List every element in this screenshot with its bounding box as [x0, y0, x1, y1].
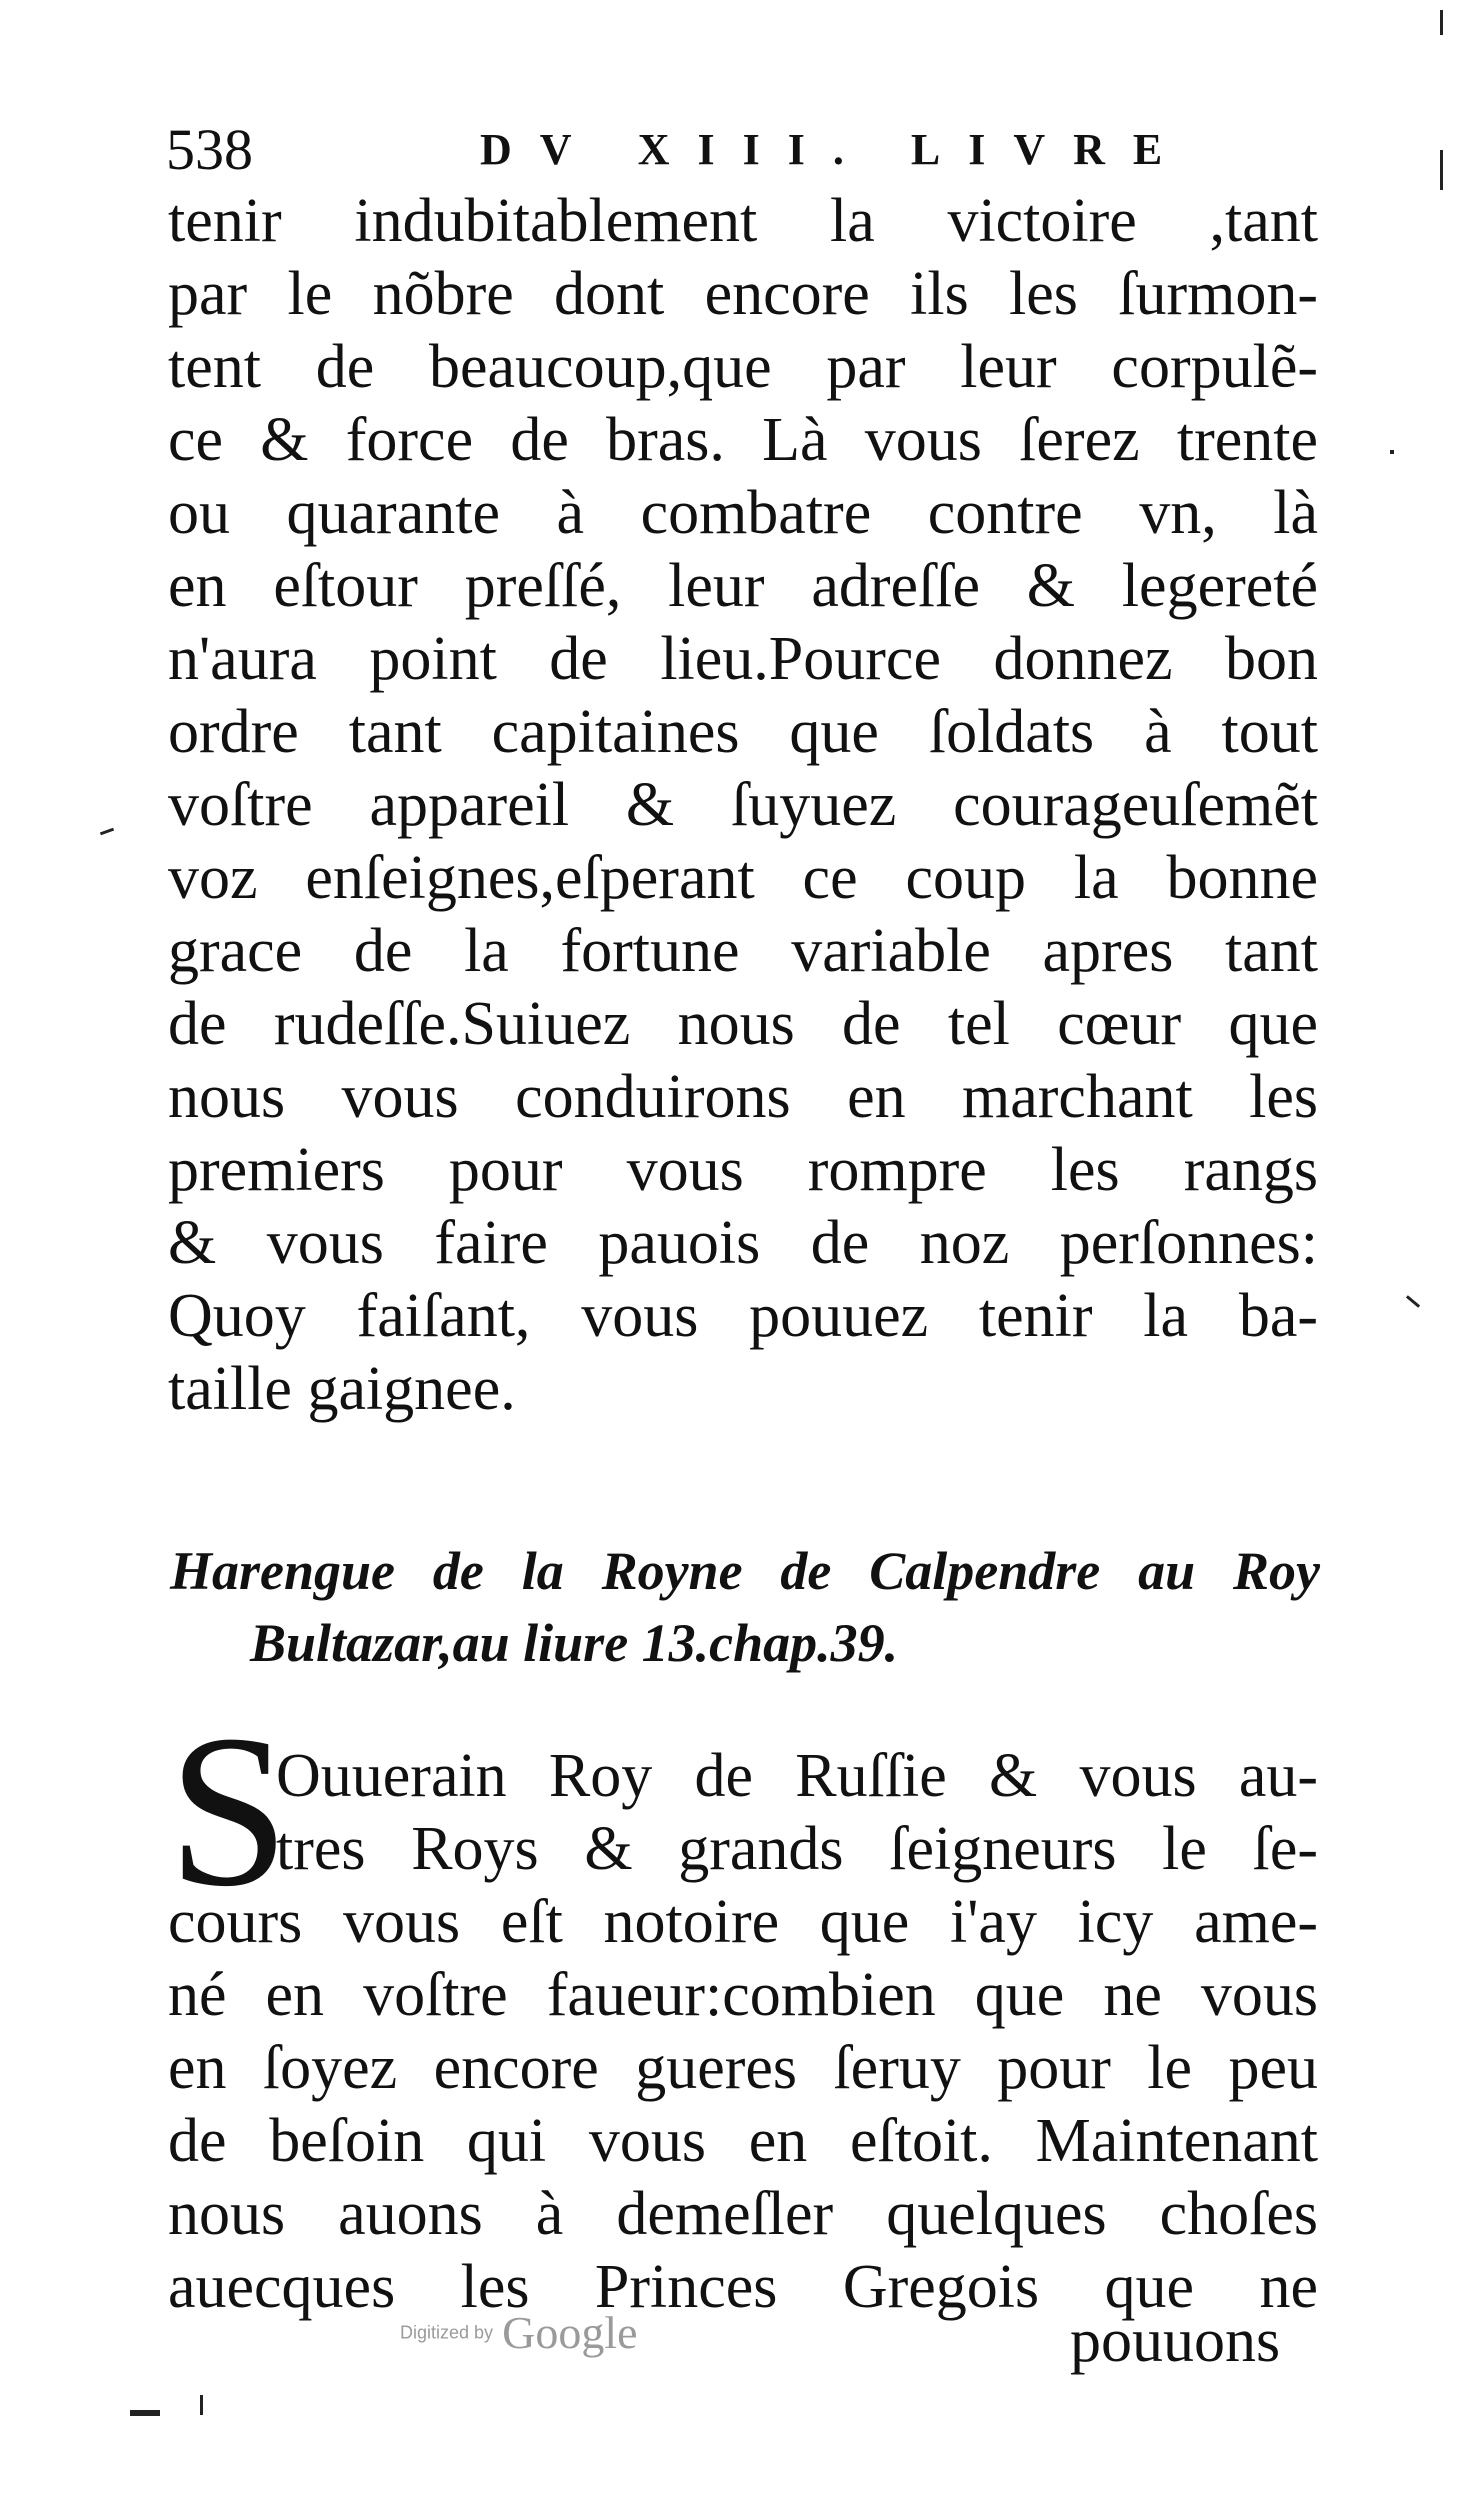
scan-mark — [130, 2410, 160, 2416]
page-number: 538 — [166, 117, 253, 182]
text-line: né en voſtre faueur:combien que ne vous — [168, 1961, 1318, 2029]
text-line: tenir indubitablement la victoire ,tant — [168, 187, 1318, 255]
text-line: tent de beaucoup,que par leur corpulẽ- — [168, 333, 1318, 401]
main-paragraph — [168, 185, 1318, 1426]
scan-mark — [200, 2395, 203, 2415]
text-line: voz enſeignes,eſperant ce coup la bonne — [168, 844, 1318, 912]
watermark-brand: Google — [502, 2306, 638, 2358]
text-line: ordre tant capitaines que ſoldats à tout — [168, 698, 1318, 766]
heading-line: Harengue de la Royne de Calpendre au Roy — [170, 1541, 1320, 1601]
running-head: DV XIII. LIVRE — [480, 125, 1191, 174]
text-line: auecques les Princes Gregois que ne — [168, 2253, 1318, 2321]
text-line: nous vous conduirons en marchant les — [168, 1063, 1318, 1131]
text-line: premiers pour vous rompre les rangs — [168, 1136, 1318, 1204]
text-line: voſtre appareil & ſuyuez courageuſemẽt — [168, 771, 1318, 839]
text-line: & vous faire pauois de noz perſonnes: — [168, 1209, 1318, 1277]
text-line: n'aura point de lieu.Pource donnez bon — [168, 625, 1318, 693]
scan-mark — [1390, 450, 1394, 454]
text-line: ce & force de bras. Là vous ſerez trente — [168, 406, 1318, 474]
text-line: cours vous eſt notoire que i'ay icy ame- — [168, 1888, 1318, 1956]
text-line: par le nõbre dont encore ils les ſurmon- — [168, 260, 1318, 328]
scan-mark — [100, 828, 114, 836]
text-line: tres Roys & grands ſeigneurs le ſe- — [276, 1815, 1318, 1883]
digitization-watermark — [400, 2302, 638, 2362]
text-line: de beſoin qui vous en eſtoit. Maintenant — [168, 2107, 1318, 2175]
text-line: Ouuerain Roy de Ruſſie & vous au- — [276, 1742, 1318, 1810]
text-line: en eſtour preſſé, leur adreſſe & legereté — [168, 552, 1318, 620]
section-heading — [170, 1535, 1320, 1679]
text-line: en ſoyez encore gueres ſeruy pour le peu — [168, 2034, 1318, 2102]
scan-mark — [1440, 150, 1443, 190]
text-line: de rudeſſe.Suiuez nous de tel cœur que — [168, 990, 1318, 1058]
scan-mark — [1440, 10, 1443, 35]
page-header — [160, 110, 1220, 190]
drop-cap: S — [168, 1691, 290, 1932]
text-line: ou quarante à combatre contre vn, là — [168, 479, 1318, 547]
speech-paragraph — [168, 1740, 1318, 2324]
text-line: Quoy faiſant, vous pouuez tenir la ba- — [168, 1282, 1318, 1350]
heading-line: Bultazar,au liure 13.chap.39. — [250, 1613, 899, 1673]
watermark-prefix: Digitized by — [400, 2322, 494, 2343]
text-line: taille gaignee. — [168, 1355, 516, 1423]
catchword: pouuons — [1070, 2307, 1281, 2375]
scan-mark — [1406, 1295, 1420, 1308]
text-line: grace de la fortune variable apres tant — [168, 917, 1318, 985]
text-line: nous auons à demeſler quelques choſes — [168, 2180, 1318, 2248]
